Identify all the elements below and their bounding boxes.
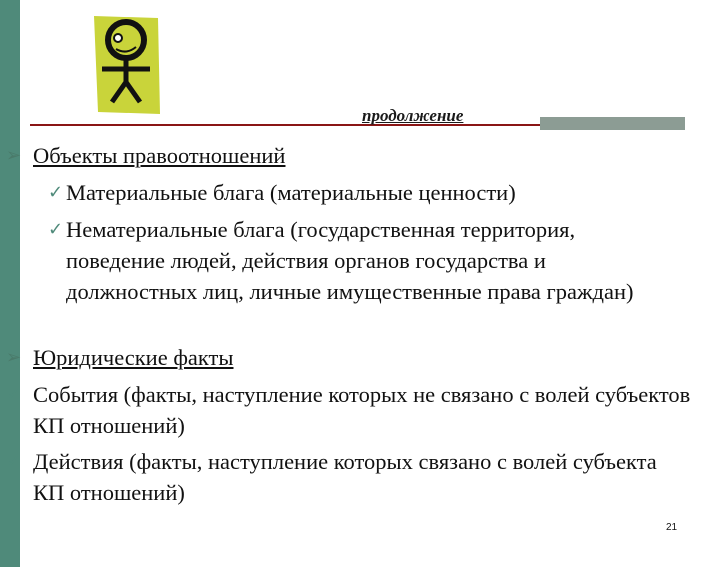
arrow-icon: ➢	[6, 145, 22, 166]
list-item	[48, 214, 676, 307]
list-item	[6, 342, 693, 373]
list-item	[6, 446, 693, 508]
list-item-text: Действия (факты, наступление которых связано с волей субъекта КП отношений)	[33, 449, 657, 505]
check-icon: ✓	[6, 451, 22, 472]
list-item	[6, 379, 693, 441]
header-title: продолжение	[362, 106, 464, 125]
list-item	[48, 177, 676, 208]
arrow-icon: ➢	[6, 347, 22, 368]
list-item-text: Юридические факты	[33, 345, 234, 370]
header-accent-block	[540, 117, 685, 130]
list-item-text: Материальные блага (материальные ценности)	[66, 180, 516, 205]
list-item-text: События (факты, наступление которых не связано с волей субъектов КП отношений)	[33, 382, 691, 438]
list-item	[6, 140, 693, 171]
header-rule	[30, 124, 540, 126]
check-icon: ✓	[6, 384, 22, 405]
list-item-text: Объекты правоотношений	[33, 143, 286, 168]
check-icon: ✓	[48, 219, 64, 240]
check-icon: ✓	[48, 182, 64, 203]
list-item-text: Нематериальные блага (государственная территория, поведение людей, действия органов государства и должностных лиц, личные имущественные права граждан)	[66, 217, 634, 304]
page-number: 21	[666, 522, 678, 533]
figure-logo-icon	[92, 14, 162, 118]
